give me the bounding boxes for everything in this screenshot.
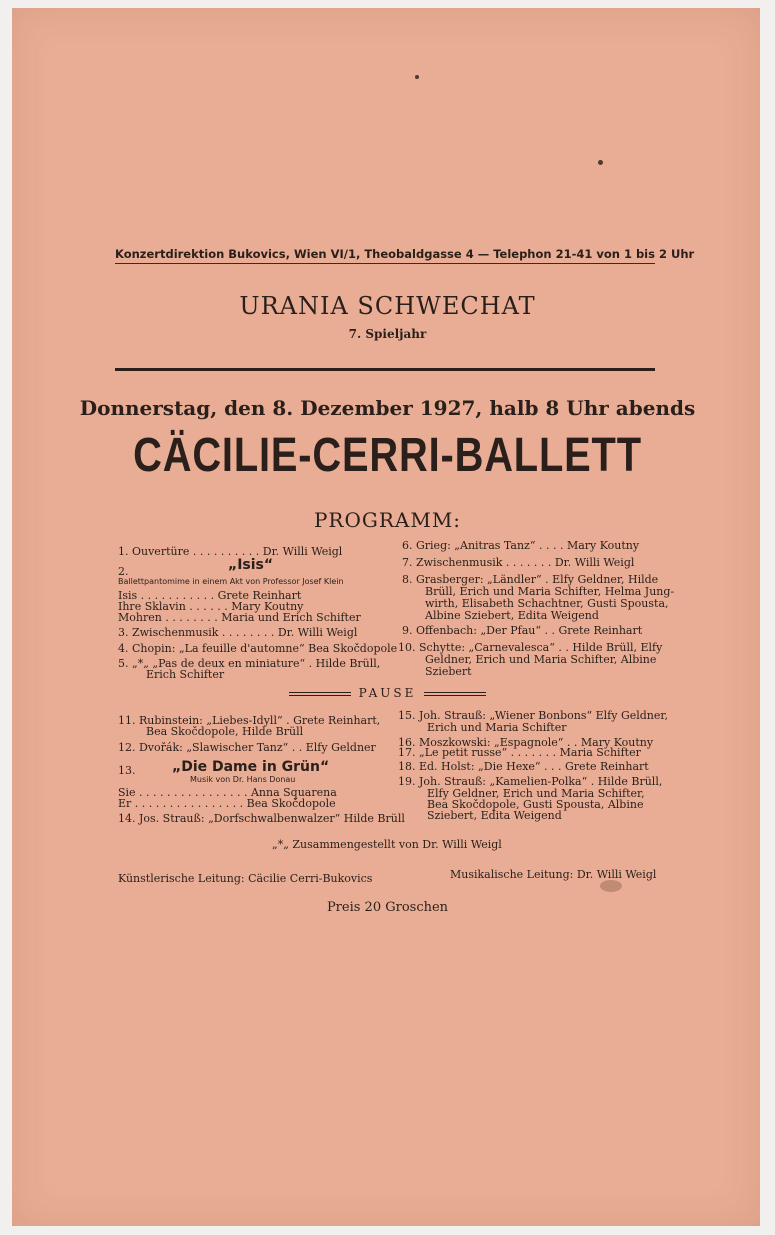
compiled-by: „*„ Zusammengestellt von Dr. Willi Weigl [272,838,502,851]
program-item-cont: Bea Skočdopole, Gusti Spousta, Albine [427,798,644,811]
program-item: 11. Rubinstein: „Liebes-Idyll“ . Grete Reinhart, [118,714,381,727]
program-item: 17. „Le petit russe“ . . . . . . . Maria Schifter [398,746,641,759]
program-item-subtitle: Musik von Dr. Hans Donau [190,775,296,784]
artistic-direction: Künstlerische Leitung: Cäcilie Cerri-Bukovics [118,872,373,885]
role-line: Er . . . . . . . . . . . . . . . . Bea Skočdopole [118,797,336,810]
program-item-cont: wirth, Elisabeth Schachtner, Gusti Spousta, [425,597,669,610]
program-item-cont: Erich Schifter [146,668,225,681]
program-item: 15. Joh. Strauß: „Wiener Bonbons“ Elfy Geldner, [398,709,668,722]
price-label: Preis 20 Groschen [326,900,449,915]
title-rule [115,368,655,371]
program-heading: PROGRAMM: [313,508,462,532]
musical-direction: Musikalische Leitung: Dr. Willi Weigl [450,868,657,881]
header-rule [115,263,655,264]
paper-stain [600,880,622,892]
program-item: 9. Offenbach: „Der Pfau“ . . Grete Reinhart [402,624,643,637]
role-line: Sie . . . . . . . . . . . . . . . . Anna Squarena [118,786,337,799]
program-item: 10. Schytte: „Carnevalesca“ . . Hilde Brüll, Elfy [398,641,663,654]
role-line: Mohren . . . . . . . . Maria und Erich Schifter [118,611,361,624]
program-item: 12. Dvořák: „Slawischer Tanz“ . . Elfy Geldner [118,741,376,754]
program-item-cont: Sziebert [425,665,472,678]
pause-rule-right [424,692,486,696]
program-item-cont: Geldner, Erich und Maria Schifter, Albine [425,653,657,666]
program-item-number: 2. [118,565,129,578]
program-item-cont: Bea Skočdopole, Hilde Brüll [146,725,304,738]
paper-spot [415,75,419,79]
program-item: 3. Zwischenmusik . . . . . . . . Dr. Willi Weigl [118,626,358,639]
program-item: 8. Grasberger: „Ländler“ . Elfy Geldner, Hilde [402,573,659,586]
program-item-cont: Sziebert, Edita Weigend [427,809,562,822]
main-title: CÄCILIE-CERRI-BALLETT [133,429,642,482]
program-item: 4. Chopin: „La feuille d'automne“ Bea Skočdopole [118,642,398,655]
header-line: Konzertdirektion Bukovics, Wien VI/1, Theobaldgasse 4 — Telephon 21-41 von 1 bis 2 Uhr [115,247,695,261]
program-item: 6. Grieg: „Anitras Tanz“ . . . . Mary Koutny [402,539,640,552]
program-item: 19. Joh. Strauß: „Kamelien-Polka“ . Hilde Brüll, [398,775,663,788]
pause-label: PAUSE [358,686,417,700]
program-item: 7. Zwischenmusik . . . . . . . Dr. Willi Weigl [402,556,635,569]
program-item: 1. Ouvertüre . . . . . . . . . . Dr. Willi Weigl [118,545,343,558]
program-item: 14. Jos. Strauß: „Dorfschwalbenwalzer“ Hilde Brüll [118,812,405,825]
program-item-cont: Brüll, Erich und Maria Schifter, Helma Jung- [425,585,675,598]
pause-rule-left [289,692,351,696]
program-item-number: 13. [118,764,136,777]
paper-spot [598,160,603,165]
venue-title: URANIA SCHWECHAT [239,292,536,320]
program-item-cont: Albine Sziebert, Edita Weigend [425,609,599,622]
program-item-cont: Elfy Geldner, Erich und Maria Schifter, [427,787,645,800]
program-item-subtitle: Ballettpantomime in einem Akt von Professor Josef Klein [118,577,344,586]
program-item-title: „Die Dame in Grün“ [172,759,330,775]
program-item: 5. „*„ „Pas de deux en miniature“ . Hilde Brüll, [118,657,381,670]
pause-divider [0,686,775,700]
program-item: 18. Ed. Holst: „Die Hexe“ . . . Grete Reinhart [398,760,649,773]
program-item-title: „Isis“ [228,557,274,573]
role-line: Ihre Sklavin . . . . . . Mary Koutny [118,600,304,613]
program-item: 16. Moszkowski: „Espagnole“ . . Mary Koutny [398,736,654,749]
season-label: 7. Spieljahr [348,327,427,341]
date-line: Donnerstag, den 8. Dezember 1927, halb 8 Uhr abends [79,396,696,420]
role-line: Isis . . . . . . . . . . . Grete Reinhart [118,589,302,602]
program-item-cont: Erich und Maria Schifter [427,721,567,734]
